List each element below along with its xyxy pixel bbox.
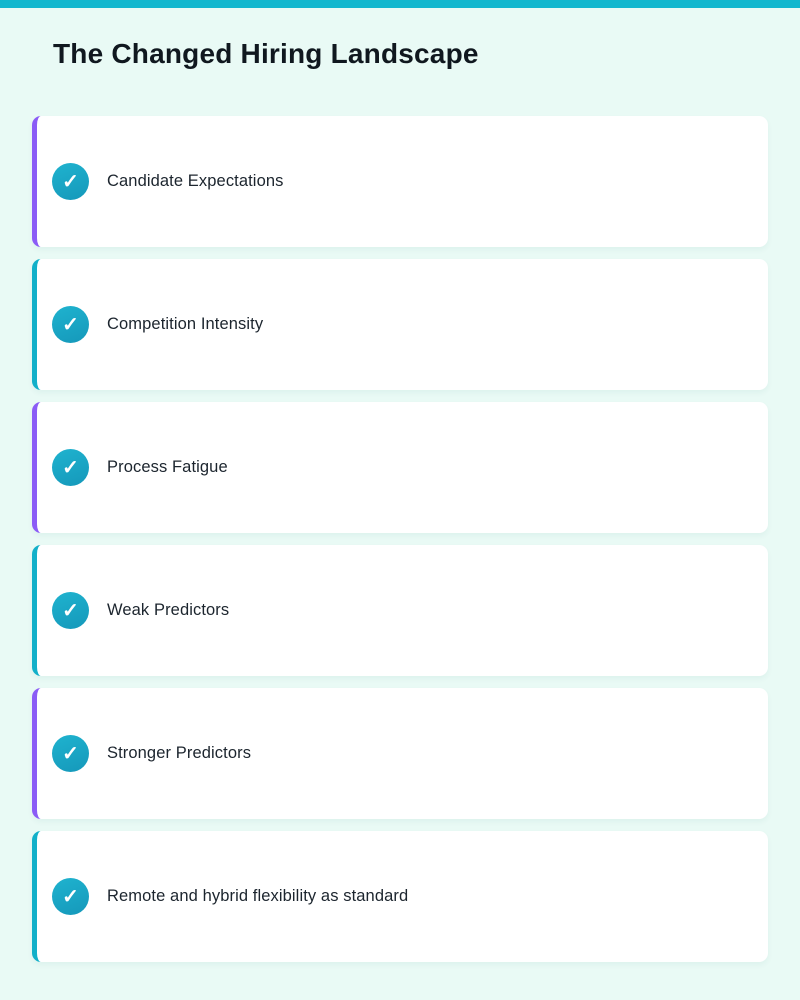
check-icon: ✓: [52, 163, 89, 200]
list-item-competition-intensity[interactable]: [32, 259, 768, 390]
check-icon: ✓: [52, 735, 89, 772]
list-item-label: Candidate Expectations: [107, 172, 284, 190]
check-icon: ✓: [52, 878, 89, 915]
list-item-label: Competition Intensity: [107, 315, 264, 333]
list-item-label: Remote and hybrid flexibility as standard: [107, 887, 409, 905]
list-item-candidate-expectations[interactable]: [32, 116, 768, 247]
list-item-weak-predictors[interactable]: [32, 545, 768, 676]
list-item-stronger-predictors[interactable]: [32, 688, 768, 819]
top-accent-bar: [0, 0, 800, 8]
list-item-label: Weak Predictors: [107, 601, 230, 619]
list-item-remote-hybrid-flexibility[interactable]: [32, 831, 768, 962]
card-list: [32, 116, 768, 962]
check-icon: ✓: [52, 592, 89, 629]
check-icon: ✓: [52, 306, 89, 343]
page-title: The Changed Hiring Landscape: [53, 38, 479, 69]
list-item-label: Stronger Predictors: [107, 744, 252, 762]
list-item-process-fatigue[interactable]: [32, 402, 768, 533]
check-icon: ✓: [52, 449, 89, 486]
list-item-label: Process Fatigue: [107, 458, 228, 476]
